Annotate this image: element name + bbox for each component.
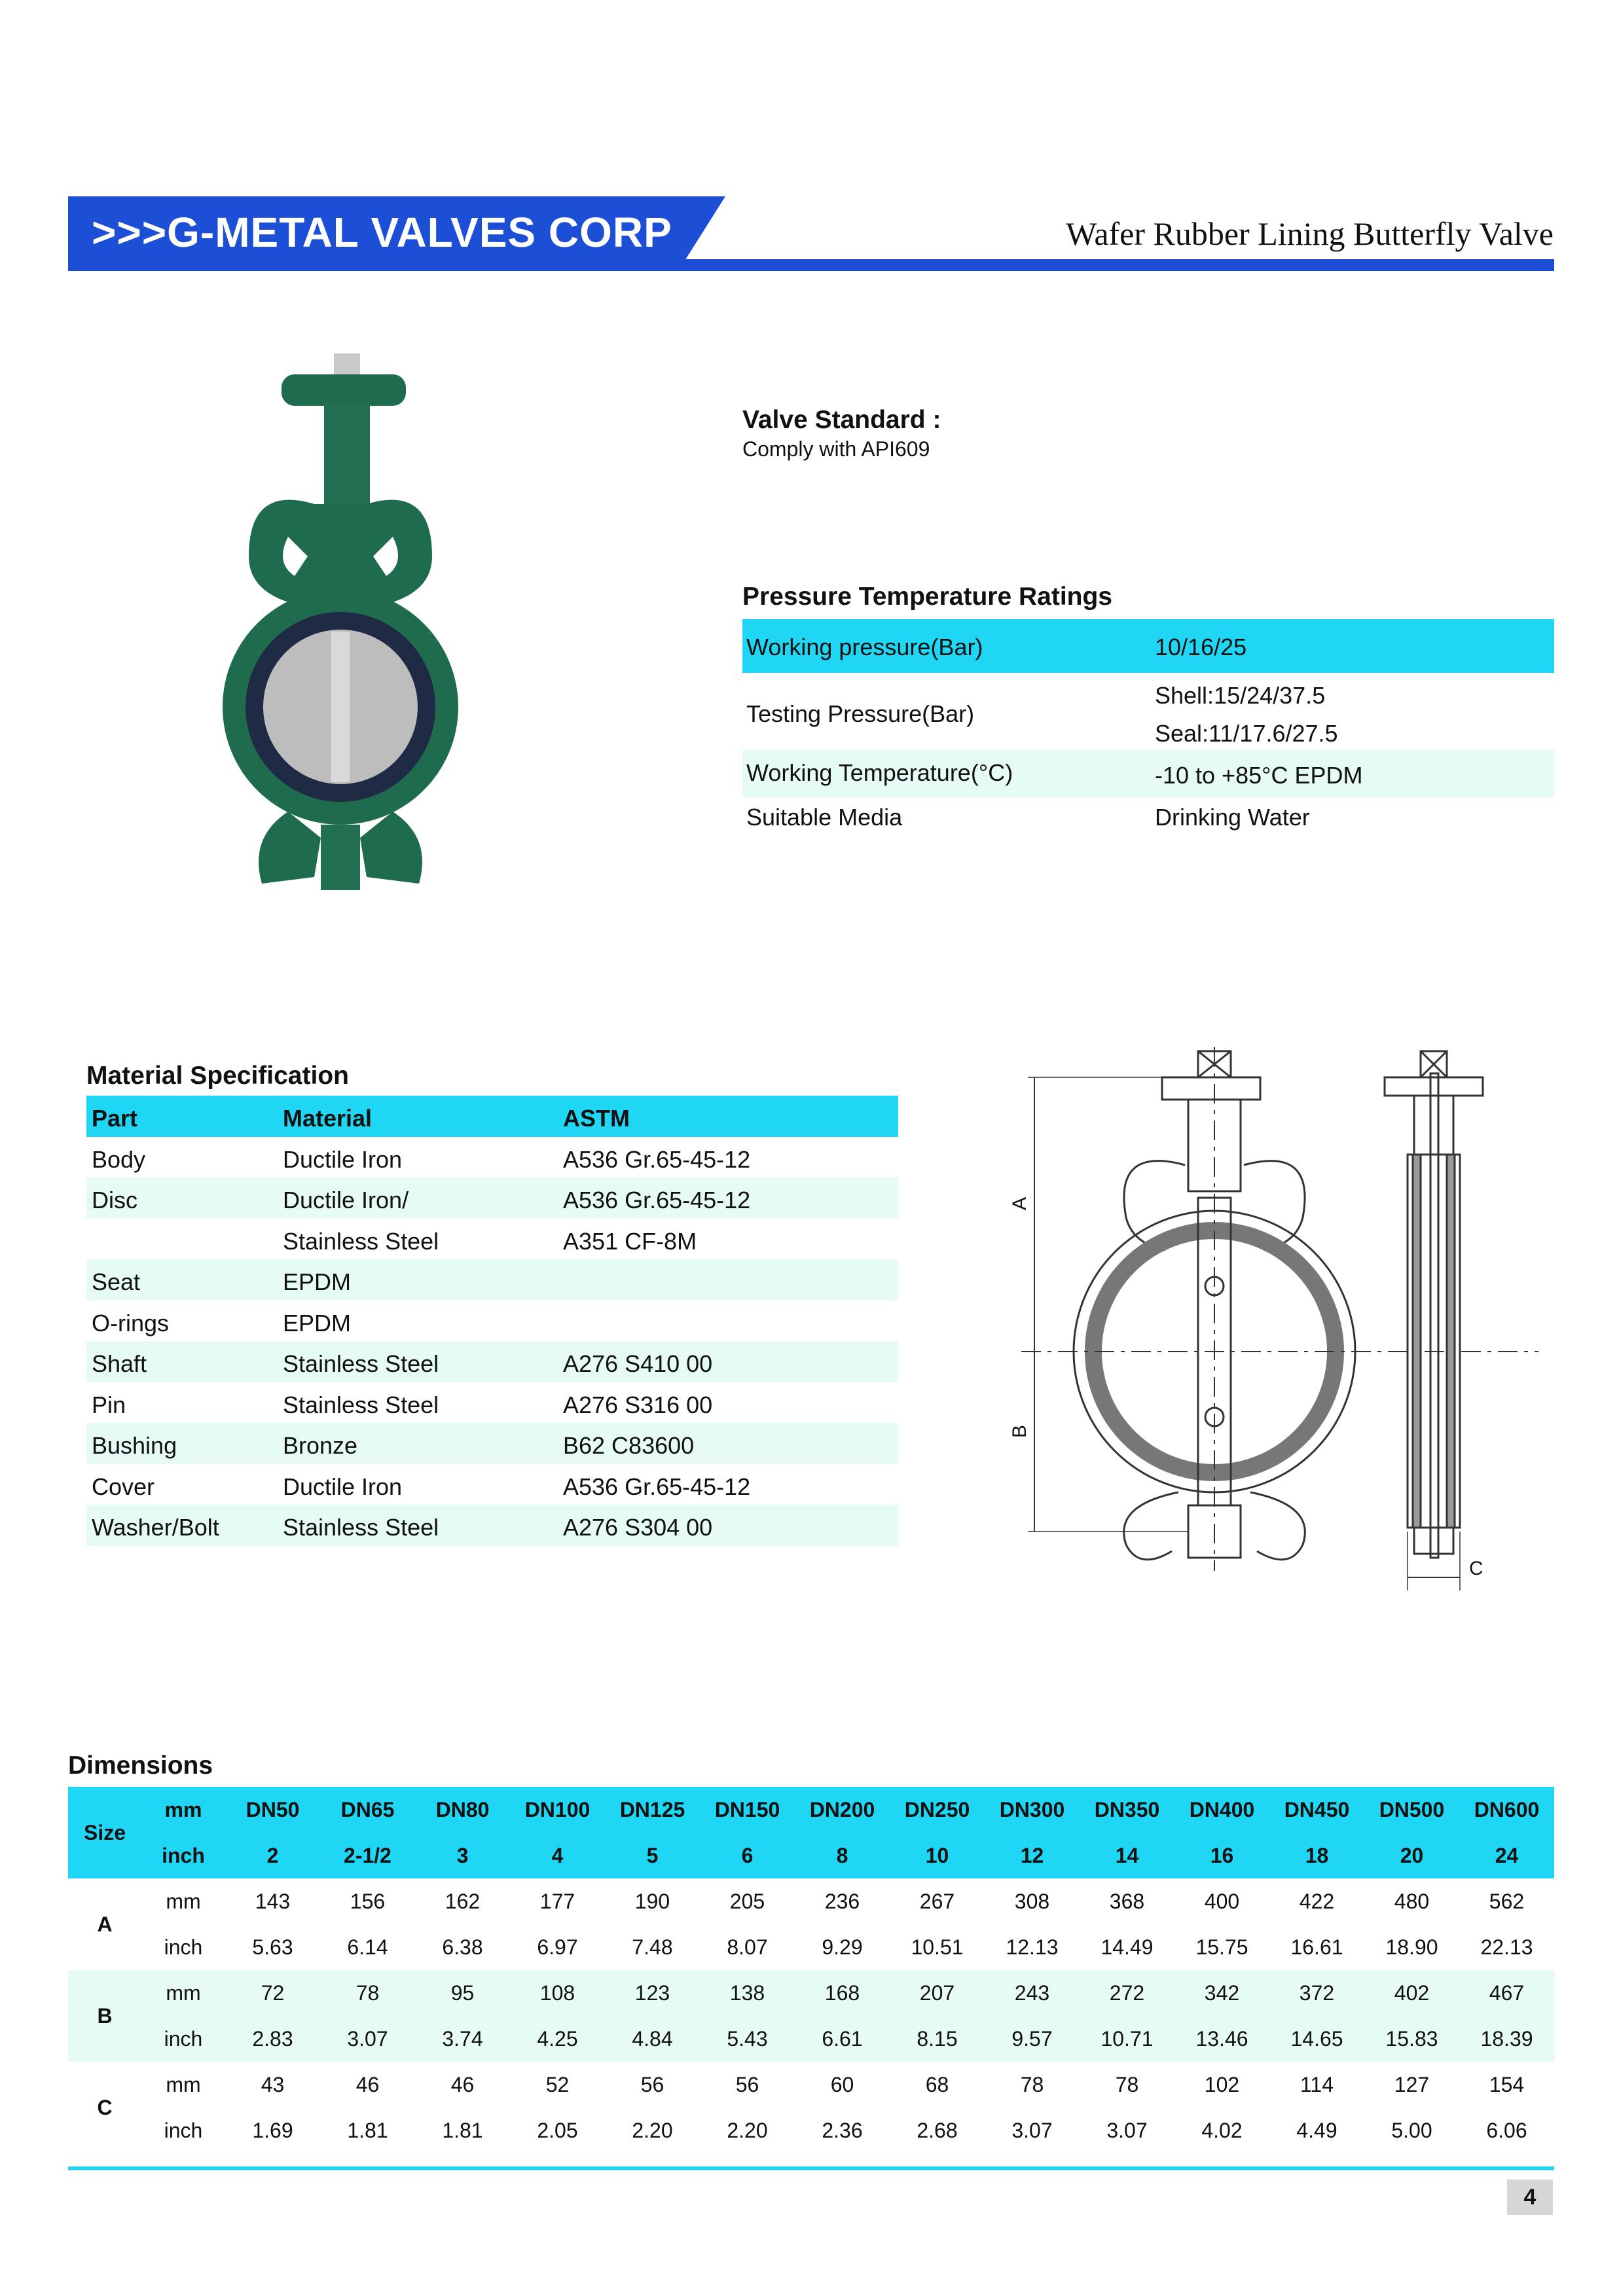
value-cell: 9.57 xyxy=(985,2016,1080,2062)
value-cell: 13.46 xyxy=(1174,2016,1269,2062)
size-cell: 8 xyxy=(795,1833,890,1878)
value-cell: 5.00 xyxy=(1391,2118,1432,2142)
value-cell: 1.81 xyxy=(442,2118,483,2142)
astm-cell: A276 S316 00 xyxy=(563,1391,713,1418)
size-cell: DN250 xyxy=(890,1787,985,1833)
part-cell: O-rings xyxy=(92,1309,170,1336)
part-cell: Pin xyxy=(92,1391,126,1418)
size-cell: DN450 xyxy=(1269,1787,1364,1833)
value-cell: 6.61 xyxy=(795,2016,890,2062)
material-cell: EPDM xyxy=(283,1309,352,1336)
size-cell: 14 xyxy=(1080,1833,1174,1878)
material-cell: Stainless Steel xyxy=(283,1350,439,1377)
astm-cell: A536 Gr.65-45-12 xyxy=(563,1187,751,1213)
footer-rule xyxy=(68,2166,1554,2170)
value-cell: 467 xyxy=(1459,1970,1554,2016)
table-row xyxy=(86,1177,898,1219)
value-cell: 267 xyxy=(919,1889,955,1913)
unit-cell: inch xyxy=(164,1935,203,1959)
column-header: Part xyxy=(92,1105,138,1132)
size-cell: 20 xyxy=(1364,1833,1459,1878)
dimensions-heading: Dimensions xyxy=(68,1751,213,1780)
document-title: Wafer Rubber Lining Butterfly Valve xyxy=(1066,215,1554,252)
size-label: Size xyxy=(68,1787,141,1878)
value-cell: 4.02 xyxy=(1201,2118,1243,2142)
part-cell: Washer/Bolt xyxy=(92,1514,219,1541)
value-cell: 480 xyxy=(1394,1889,1430,1913)
value-cell: 402 xyxy=(1364,1970,1459,2016)
unit-cell: inch xyxy=(164,2118,203,2142)
size-cell: DN80 xyxy=(415,1787,510,1833)
table-row xyxy=(68,2062,1554,2108)
size-cell: DN65 xyxy=(320,1787,415,1833)
value-cell: 114 xyxy=(1300,2072,1334,2096)
value-cell: 56 xyxy=(735,2072,759,2096)
pressure-label: Testing Pressure(Bar) xyxy=(746,700,975,727)
value-cell: 123 xyxy=(605,1970,700,2016)
size-cell: 24 xyxy=(1459,1833,1554,1878)
value-cell: 46 xyxy=(450,2072,475,2096)
value-cell: 78 xyxy=(1020,2072,1044,2096)
size-cell: DN125 xyxy=(605,1787,700,1833)
table-row xyxy=(86,1464,898,1505)
part-cell: Shaft xyxy=(92,1350,147,1377)
table-row xyxy=(742,619,1554,673)
size-cell: 3 xyxy=(415,1833,510,1878)
value-cell: 177 xyxy=(539,1889,575,1913)
value-cell: 372 xyxy=(1269,1970,1364,2016)
value-cell: 1.81 xyxy=(347,2118,388,2142)
size-cell: DN50 xyxy=(225,1787,320,1833)
size-cell: 16 xyxy=(1174,1833,1269,1878)
size-cell: DN300 xyxy=(985,1787,1080,1833)
value-cell: 162 xyxy=(445,1889,481,1913)
table-row xyxy=(68,2016,1554,2062)
material-cell: Ductile Iron xyxy=(283,1473,403,1500)
value-cell: 272 xyxy=(1080,1970,1174,2016)
pressure-value: 10/16/25 xyxy=(1155,634,1247,660)
unit-cell: mm xyxy=(166,2072,201,2096)
size-cell: DN600 xyxy=(1459,1787,1554,1833)
value-cell: 190 xyxy=(634,1889,670,1913)
pressure-label: Suitable Media xyxy=(746,804,903,831)
size-cell: DN350 xyxy=(1080,1787,1174,1833)
value-cell: 6.97 xyxy=(537,1935,578,1959)
table-header-row xyxy=(68,1833,1554,1878)
unit-cell: inch xyxy=(141,2016,225,2062)
value-cell: 18.39 xyxy=(1459,2016,1554,2062)
pressure-ratings-table xyxy=(742,619,1554,839)
size-cell: 12 xyxy=(985,1833,1080,1878)
pressure-value: Seal:11/17.6/27.5 xyxy=(1155,720,1338,747)
table-row xyxy=(86,1137,898,1178)
row-label: A xyxy=(97,1912,113,1936)
value-cell: 7.48 xyxy=(632,1935,673,1959)
dimension-label-b: B xyxy=(1009,1424,1031,1439)
unit-cell: mm xyxy=(141,1787,225,1833)
astm-cell: A351 CF-8M xyxy=(563,1227,697,1255)
value-cell: 72 xyxy=(225,1970,320,2016)
value-cell: 2.05 xyxy=(537,2118,578,2142)
size-cell: 18 xyxy=(1269,1833,1364,1878)
size-cell: DN150 xyxy=(700,1787,795,1833)
value-cell: 6.38 xyxy=(442,1935,483,1959)
table-row xyxy=(86,1341,898,1382)
value-cell: 12.13 xyxy=(1006,1935,1059,1959)
brand-name: >>>G-METAL VALVES CORP xyxy=(92,209,672,256)
part-cell: Cover xyxy=(92,1473,155,1500)
value-cell: 4.25 xyxy=(510,2016,605,2062)
dimension-label-a: A xyxy=(1009,1196,1031,1211)
part-cell: Seat xyxy=(92,1268,141,1295)
unit-cell: mm xyxy=(166,1889,201,1913)
size-cell: DN400 xyxy=(1174,1787,1269,1833)
size-cell: 5 xyxy=(605,1833,700,1878)
size-cell: DN200 xyxy=(795,1787,890,1833)
unit-cell: inch xyxy=(141,1833,225,1878)
material-cell: Stainless Steel xyxy=(283,1391,439,1418)
value-cell: 8.07 xyxy=(727,1935,768,1959)
column-header: Material xyxy=(283,1105,373,1132)
table-row xyxy=(68,1878,1554,1924)
value-cell: 14.65 xyxy=(1269,2016,1364,2062)
value-cell: 6.06 xyxy=(1486,2118,1527,2142)
value-cell: 22.13 xyxy=(1480,1935,1533,1959)
header-rule xyxy=(68,259,1554,271)
table-row xyxy=(742,797,1554,839)
table-row xyxy=(86,1219,898,1260)
value-cell: 6.14 xyxy=(347,1935,388,1959)
pressure-value: -10 to +85°C EPDM xyxy=(1155,762,1363,789)
value-cell: 1.69 xyxy=(252,2118,293,2142)
size-cell: 10 xyxy=(890,1833,985,1878)
value-cell: 143 xyxy=(255,1889,291,1913)
value-cell: 4.84 xyxy=(605,2016,700,2062)
part-cell: Disc xyxy=(92,1187,137,1213)
value-cell: 127 xyxy=(1394,2072,1430,2096)
value-cell: 56 xyxy=(640,2072,664,2096)
value-cell: 422 xyxy=(1299,1889,1335,1913)
size-cell: 2-1/2 xyxy=(320,1833,415,1878)
value-cell: 2.20 xyxy=(727,2118,768,2142)
value-cell: 78 xyxy=(320,1970,415,2016)
value-cell: 2.83 xyxy=(225,2016,320,2062)
value-cell: 15.83 xyxy=(1364,2016,1459,2062)
unit-cell: mm xyxy=(141,1970,225,2016)
table-row xyxy=(86,1300,898,1342)
value-cell: 3.74 xyxy=(415,2016,510,2062)
value-cell: 4.49 xyxy=(1296,2118,1337,2142)
table-row xyxy=(742,750,1554,797)
table-row xyxy=(68,1970,1554,2016)
table-row xyxy=(86,1505,898,1546)
value-cell: 2.20 xyxy=(632,2118,673,2142)
valve-technical-drawing xyxy=(1021,1047,1545,1597)
table-row xyxy=(86,1382,898,1424)
value-cell: 205 xyxy=(729,1889,765,1913)
pressure-value: Shell:15/24/37.5 xyxy=(1155,682,1326,709)
part-cell: Bushing xyxy=(92,1432,177,1459)
astm-cell: B62 C83600 xyxy=(563,1432,695,1459)
value-cell: 154 xyxy=(1489,2072,1525,2096)
value-cell: 9.29 xyxy=(822,1935,863,1959)
value-cell: 400 xyxy=(1204,1889,1240,1913)
value-cell: 243 xyxy=(985,1970,1080,2016)
value-cell: 5.43 xyxy=(700,2016,795,2062)
value-cell: 68 xyxy=(925,2072,949,2096)
value-cell: 52 xyxy=(545,2072,570,2096)
value-cell: 5.63 xyxy=(252,1935,293,1959)
value-cell: 2.68 xyxy=(917,2118,958,2142)
table-row xyxy=(742,673,1554,750)
material-cell: EPDM xyxy=(283,1268,352,1295)
value-cell: 14.49 xyxy=(1101,1935,1154,1959)
value-cell: 102 xyxy=(1204,2072,1240,2096)
value-cell: 78 xyxy=(1115,2072,1139,2096)
table-row xyxy=(86,1259,898,1300)
material-cell: Ductile Iron xyxy=(283,1145,403,1173)
value-cell: 10.71 xyxy=(1080,2016,1174,2062)
size-cell: 4 xyxy=(510,1833,605,1878)
material-spec-table xyxy=(86,1096,898,1546)
value-cell: 10.51 xyxy=(911,1935,964,1959)
table-row xyxy=(86,1423,898,1464)
table-header-row xyxy=(68,1787,1554,1833)
material-cell: Bronze xyxy=(283,1432,358,1459)
table-header-row xyxy=(86,1096,898,1137)
astm-cell: A276 S304 00 xyxy=(563,1514,713,1541)
value-cell: 18.90 xyxy=(1385,1935,1438,1959)
valve-standard-heading: Valve Standard : xyxy=(742,406,941,434)
pressure-ratings-heading: Pressure Temperature Ratings xyxy=(742,583,1112,611)
astm-cell: A536 Gr.65-45-12 xyxy=(563,1145,751,1173)
value-cell: 168 xyxy=(795,1970,890,2016)
row-label: B xyxy=(68,1970,141,2062)
value-cell: 236 xyxy=(824,1889,860,1913)
value-cell: 15.75 xyxy=(1195,1935,1248,1959)
value-cell: 16.61 xyxy=(1290,1935,1343,1959)
page-number: 4 xyxy=(1507,2179,1553,2215)
column-header: ASTM xyxy=(563,1105,630,1132)
size-cell: DN500 xyxy=(1364,1787,1459,1833)
value-cell: 108 xyxy=(510,1970,605,2016)
size-cell: 6 xyxy=(700,1833,795,1878)
astm-cell: A536 Gr.65-45-12 xyxy=(563,1473,751,1500)
value-cell: 308 xyxy=(1014,1889,1050,1913)
value-cell: 342 xyxy=(1174,1970,1269,2016)
size-cell: 2 xyxy=(225,1833,320,1878)
astm-cell: A276 S410 00 xyxy=(563,1350,713,1377)
value-cell: 368 xyxy=(1109,1889,1145,1913)
pressure-label: Working pressure(Bar) xyxy=(746,634,983,660)
value-cell: 46 xyxy=(355,2072,380,2096)
value-cell: 3.07 xyxy=(1011,2118,1053,2142)
valve-photo xyxy=(209,340,471,910)
part-cell: Body xyxy=(92,1145,146,1173)
pressure-value: Drinking Water xyxy=(1155,804,1310,831)
value-cell: 3.07 xyxy=(320,2016,415,2062)
valve-standard-value: Comply with API609 xyxy=(742,437,930,461)
value-cell: 3.07 xyxy=(1106,2118,1148,2142)
dimension-label-c: C xyxy=(1469,1558,1483,1579)
value-cell: 43 xyxy=(261,2072,285,2096)
material-cell: Ductile Iron/ xyxy=(283,1187,409,1213)
value-cell: 138 xyxy=(700,1970,795,2016)
size-cell: DN100 xyxy=(510,1787,605,1833)
value-cell: 156 xyxy=(350,1889,386,1913)
material-spec-heading: Material Specification xyxy=(86,1062,349,1090)
value-cell: 2.36 xyxy=(822,2118,863,2142)
material-cell: Stainless Steel xyxy=(283,1227,439,1255)
value-cell: 8.15 xyxy=(890,2016,985,2062)
value-cell: 95 xyxy=(415,1970,510,2016)
value-cell: 562 xyxy=(1489,1889,1525,1913)
table-row xyxy=(68,1924,1554,1970)
material-cell: Stainless Steel xyxy=(283,1514,439,1541)
value-cell: 60 xyxy=(830,2072,854,2096)
pressure-label: Working Temperature(°C) xyxy=(746,759,1013,786)
table-row xyxy=(68,2108,1554,2153)
dimensions-table xyxy=(68,1787,1554,2153)
value-cell: 207 xyxy=(890,1970,985,2016)
row-label: C xyxy=(97,2095,113,2119)
